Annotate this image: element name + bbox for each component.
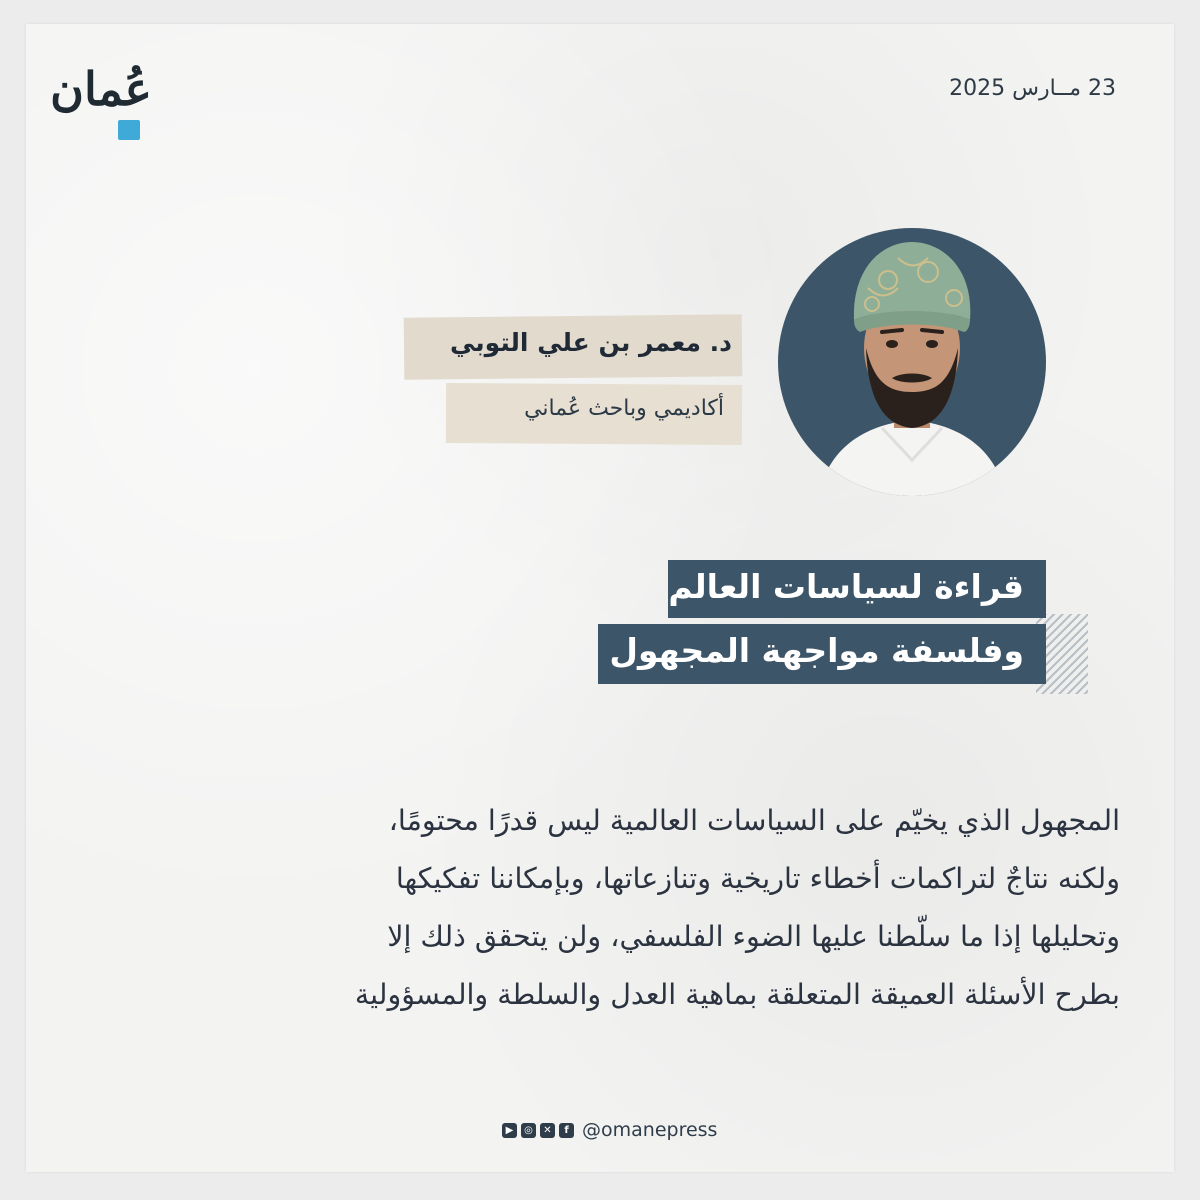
author-name: د. معمر بن علي التوبي [449,328,732,357]
social-handle[interactable]: @omanepress [582,1119,718,1141]
instagram-icon[interactable]: ◎ [521,1123,536,1138]
x-icon[interactable]: ✕ [540,1123,555,1138]
author-role: أكاديمي وباحث عُماني [524,396,724,421]
article-title-line-2: وفلسفة مواجهة المجهول [598,624,1046,684]
logo-text: عُمان [50,62,152,116]
author-photo [778,228,1046,496]
publish-date: 23 مــارس 2025 [949,76,1116,101]
facebook-icon[interactable]: f [559,1123,574,1138]
excerpt-line: بطرح الأسئلة العميقة المتعلقة بماهية العدل والسلطة والمسؤولية [354,978,1120,1011]
excerpt-line: وتحليلها إذا ما سلّطنا عليها الضوء الفلسفي، ولن يتحقق ذلك إلا [387,920,1120,953]
article-title-line-1: قراءة لسياسات العالم [668,560,1046,618]
excerpt-line: المجهول الذي يخيّم على السياسات العالمية ليس قدرًا محتومًا، [388,804,1120,837]
article-excerpt [80,792,1120,1024]
author-portrait-illustration [778,228,1046,496]
oman-newspaper-logo[interactable] [50,50,152,128]
youtube-icon[interactable]: ▶ [502,1123,517,1138]
social-links [502,1119,717,1141]
excerpt-line: ولكنه نتاجٌ لتراكمات أخطاء تاريخية وتنازعاتها، وبإمكاننا تفكيكها [395,862,1120,895]
